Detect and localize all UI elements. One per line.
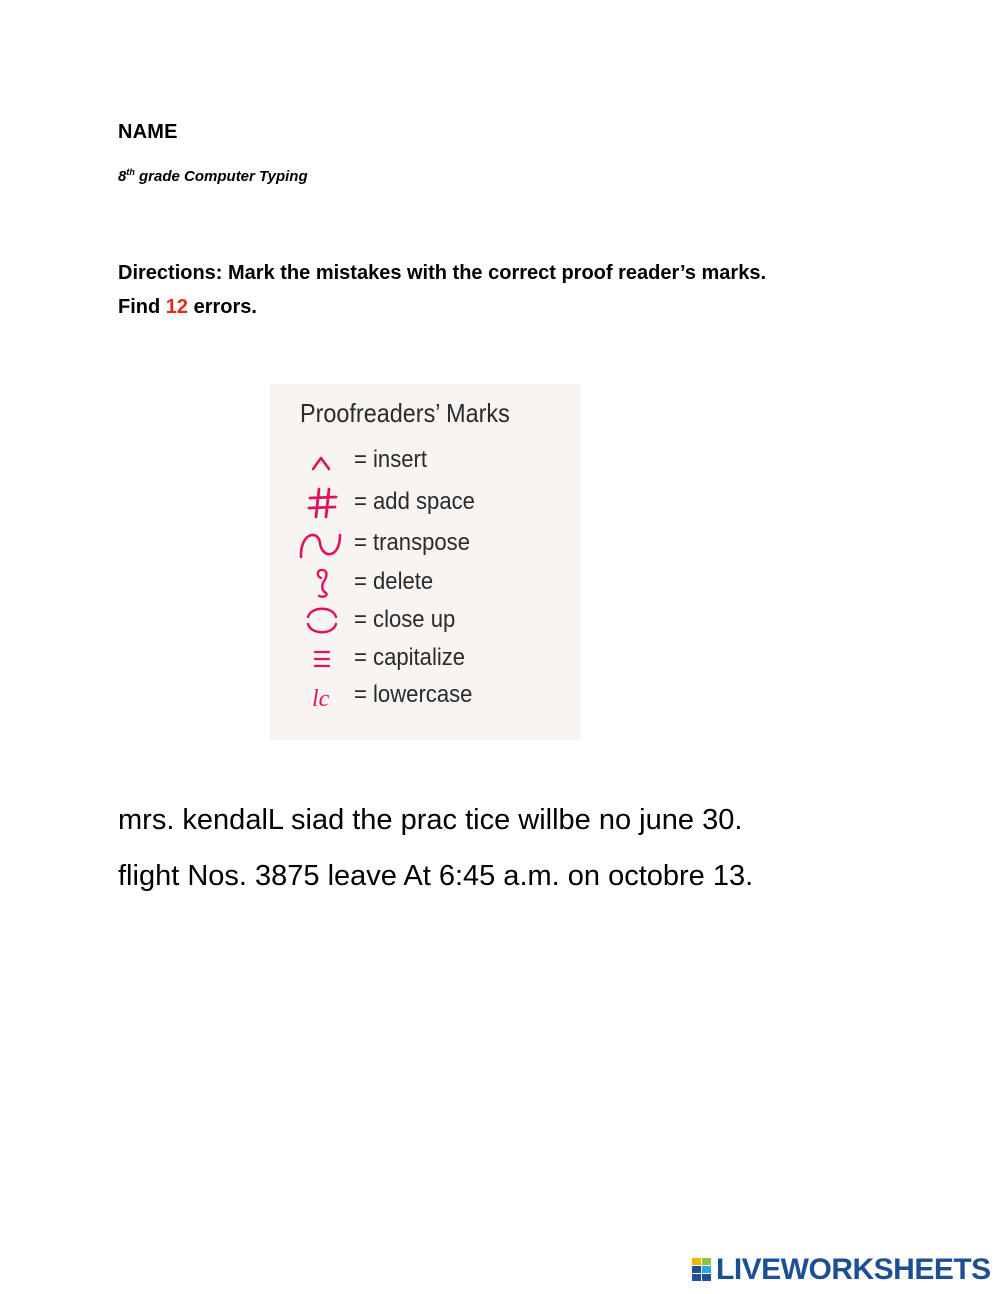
mark-label: = transpose bbox=[354, 529, 471, 556]
transpose-icon bbox=[296, 525, 346, 563]
proofreaders-marks-card bbox=[270, 384, 581, 740]
mark-label: = insert bbox=[354, 446, 428, 473]
grade-number: 8 bbox=[118, 168, 127, 185]
mark-label: = close up bbox=[354, 606, 456, 633]
caret-icon bbox=[296, 442, 346, 480]
mark-row-capitalize bbox=[270, 640, 581, 678]
mark-row-add-space bbox=[270, 484, 581, 522]
find-suffix: errors. bbox=[188, 296, 257, 318]
practice-sentence-2: flight Nos. 3875 leave At 6:45 a.m. on octobre 13. bbox=[118, 860, 754, 892]
directions-line: Directions: Mark the mistakes with the correct proof reader’s marks. bbox=[118, 262, 766, 284]
svg-text:lc: lc bbox=[312, 686, 330, 712]
mark-row-close-up bbox=[270, 602, 581, 640]
course-name: grade Computer Typing bbox=[139, 168, 308, 185]
close-up-icon bbox=[296, 602, 346, 640]
mark-label: = lowercase bbox=[354, 681, 473, 708]
directions bbox=[118, 256, 918, 324]
mark-row-transpose bbox=[270, 525, 581, 563]
find-errors-line bbox=[118, 290, 918, 324]
capitalize-icon bbox=[296, 640, 346, 678]
hash-icon bbox=[296, 484, 346, 522]
mark-label: = delete bbox=[354, 568, 434, 595]
mark-row-delete bbox=[270, 564, 581, 602]
mark-row-insert bbox=[270, 442, 581, 480]
error-count: 12 bbox=[165, 296, 189, 318]
mark-row-lowercase bbox=[270, 677, 581, 715]
logo-text: LIVEWORKSHEETS bbox=[716, 1253, 991, 1286]
lowercase-icon bbox=[296, 677, 346, 715]
mark-label: = capitalize bbox=[354, 644, 466, 671]
practice-sentence-1: mrs. kendalL siad the prac tice willbe no june 30. bbox=[118, 804, 743, 836]
liveworksheets-logo bbox=[692, 1253, 992, 1289]
find-prefix: Find bbox=[118, 296, 166, 318]
marks-title: Proofreaders’ Marks bbox=[300, 398, 510, 428]
course-subtitle bbox=[118, 168, 308, 185]
logo-blocks-icon bbox=[692, 1258, 712, 1282]
name-label: NAME bbox=[118, 121, 178, 143]
mark-label: = add space bbox=[354, 488, 475, 515]
delete-icon bbox=[296, 564, 346, 602]
grade-suffix: th bbox=[126, 167, 135, 177]
